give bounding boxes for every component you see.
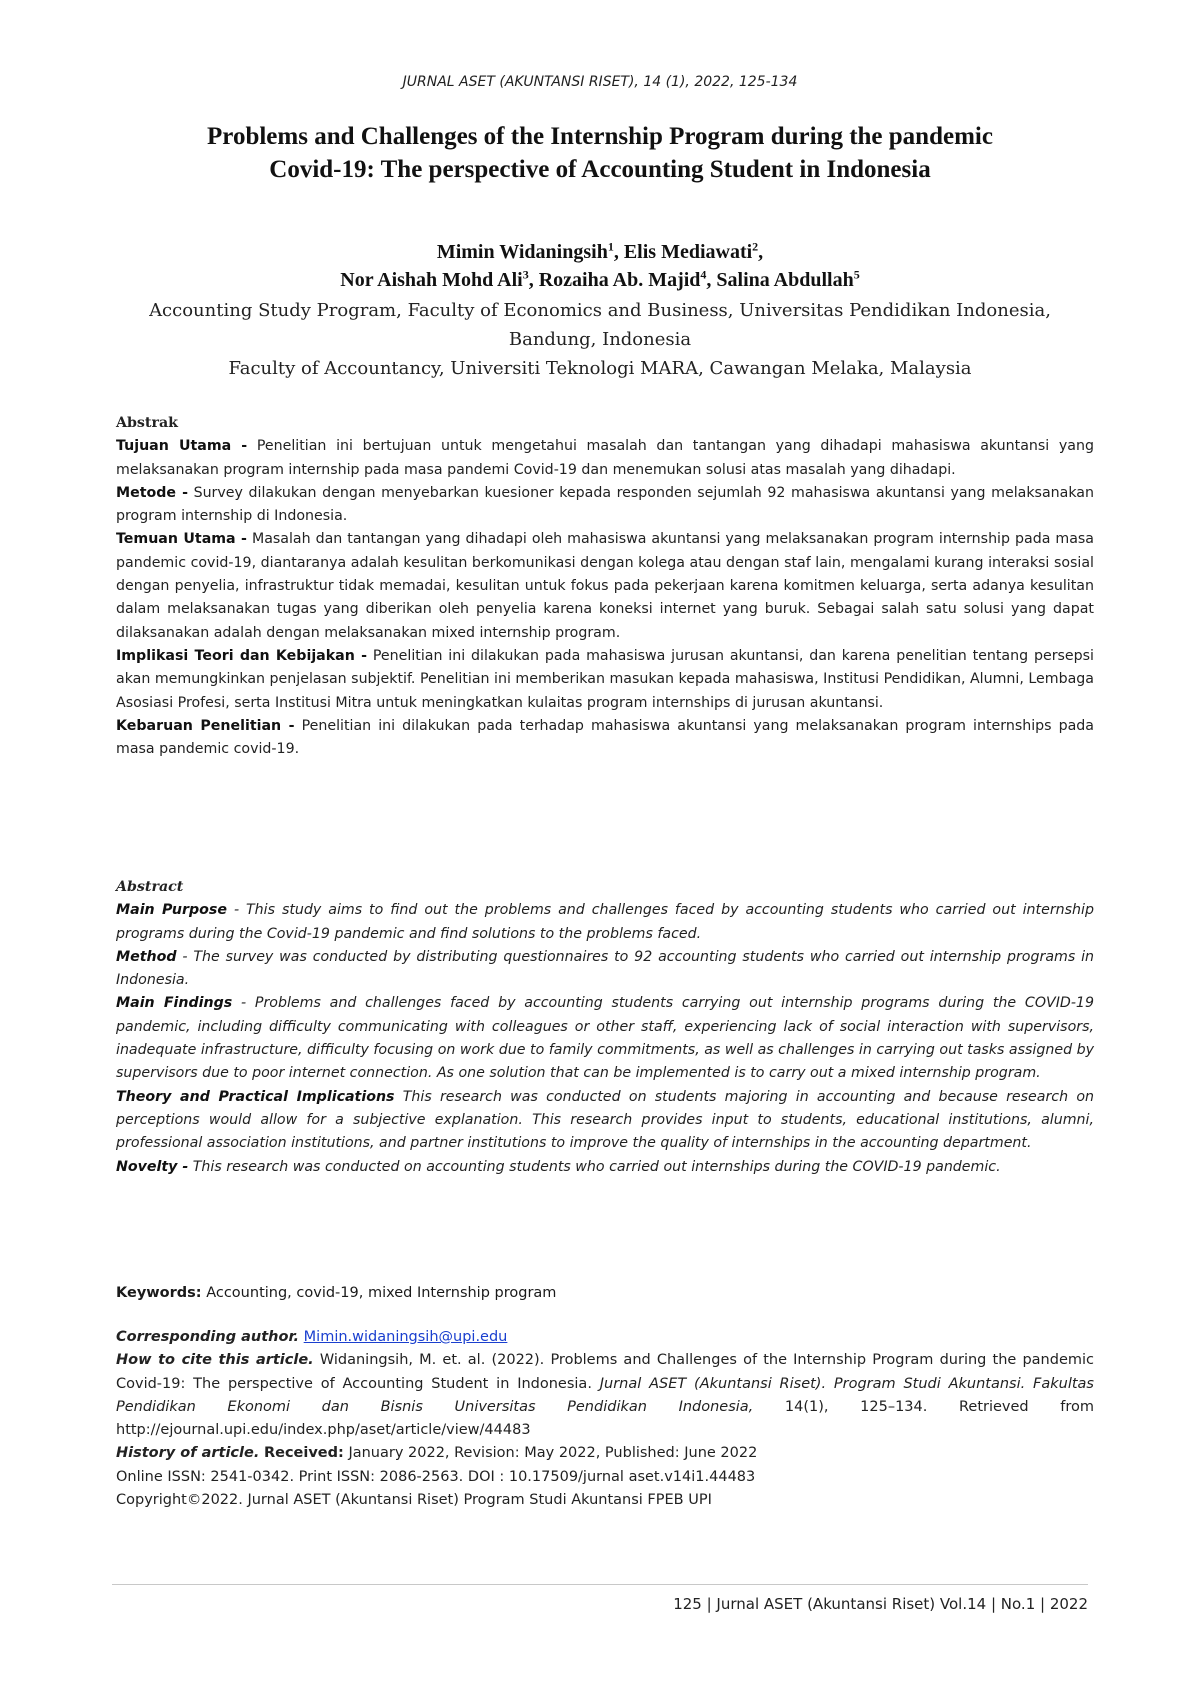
abstract-findings-text: - Problems and challenges faced by accounting students carrying out internship programs during the COVID-19 pandemic, including difficulty communicating with colleagues or other staff, experiencing lack of social interaction with supervisors, inadequate infrastructure, difficulty focusing on work due to family commitments, as well as challenges in carrying out tasks assigned by supervisors due to poor internet connection. As one solution that can be implemented is to carry out a mixed internship program. — [116, 995, 1094, 1082]
author-name: Mimin Widaningsih — [436, 241, 608, 263]
issn-line: Online ISSN: 2541-0342. Print ISSN: 2086-2563. DOI : 10.17509/jurnal aset.v14i1.44483 — [116, 1468, 756, 1485]
article-title — [100, 120, 1100, 186]
author-line-2: Nor Aishah Mohd Ali$^3$, Rozaiha Ab. Majid$^4$, Salina Abdullah$^5$ — [340, 267, 860, 291]
abstract-findings — [116, 992, 1094, 1085]
keywords-label: Keywords: — [116, 1285, 202, 1301]
abstrak-section — [116, 412, 1094, 761]
author-affiliation-mark: 1 — [607, 239, 614, 254]
abstract-novelty-label: Novelty - — [116, 1158, 189, 1175]
abstrak-metode-label: Metode - — [116, 484, 188, 501]
abstract-novelty-text: This research was conducted on accounting students who carried out internships during the COVID-19 pandemic. — [192, 1158, 1001, 1175]
abstrak-kebaruan — [116, 715, 1094, 762]
abstrak-implikasi — [116, 645, 1094, 715]
abstract-purpose-text: - This study aims to find out the problems and challenges faced by accounting students who carried out internship programs during the Covid-19 pandemic and find solutions to the problems faced. — [116, 902, 1094, 942]
title-line-2: Covid-19: The perspective of Accounting Student in Indonesia — [269, 156, 931, 183]
author-list — [100, 238, 1100, 294]
affiliation-line: Faculty of Accountancy, Universiti Teknologi MARA, Cawangan Melaka, Malaysia — [228, 358, 972, 379]
affiliation-line: Bandung, Indonesia — [508, 329, 692, 350]
affiliation-line: Accounting Study Program, Faculty of Economics and Business, Universitas Pendidikan Indonesia, — [149, 300, 1051, 321]
abstract-purpose — [116, 899, 1094, 946]
abstrak-tujuan-text: Penelitian ini bertujuan untuk mengetahui masalah dan tantangan yang dihadapi mahasiswa akuntansi yang melaksanakan program internship pada masa pandemi Covid-19 dan menemukan solusi atas masalah yang dihadapi. — [116, 438, 1095, 478]
author-affiliation-mark: 3 — [522, 267, 529, 282]
abstract-findings-label: Main Findings — [116, 995, 233, 1012]
citation-journal: Jurnal ASET (Akuntansi Riset). Program Studi Akuntansi. Fakultas Pendidikan Ekonomi dan Bisnis Universitas Pendidikan Indonesia, — [116, 1375, 1094, 1415]
abstrak-temuan — [116, 528, 1094, 644]
corresponding-email-link[interactable]: Mimin.widaningsih@upi.edu — [303, 1329, 508, 1345]
citation-tail: 14(1), 125–134. Retrieved from http://ejournal.upi.edu/index.php/aset/article/view/44483 — [116, 1398, 1094, 1439]
abstract-theory-label: Theory and Practical Implications — [116, 1088, 395, 1105]
abstract-heading: Abstract — [116, 879, 184, 895]
citation — [116, 1349, 1094, 1442]
author-affiliation-mark: 4 — [700, 267, 707, 282]
abstrak-temuan-text: Masalah dan tantangan yang dihadapi oleh mahasiswa akuntansi yang melaksanakan program internship pada masa pandemic covid-19, diantaranya adalah kesulitan berkomunikasi dengan kolega atau dengan staf lain, mengalami kurang interaksi sosial dengan penyelia, infrastruktur tidak memadai, kesulitan untuk fokus pada pekerjaan karena komitmen keluarga, serta adanya kesulitan dalam melaksanakan tugas yang diberikan oleh penyelia karena koneksi internet yang buruk. Sebagai salah satu solusi yang dapat dilaksanakan adalah dengan melaksanakan mixed internship program. — [116, 531, 1094, 641]
article-metadata — [116, 1326, 1094, 1512]
history-label: History of article. — [116, 1445, 260, 1462]
abstract-purpose-label: Main Purpose — [116, 902, 227, 919]
author-name: Salina Abdullah — [716, 269, 854, 291]
running-head: JURNAL ASET (AKUNTANSI RISET), 14 (1), 2022, 125-134 — [402, 74, 798, 90]
history-text: January 2022, Revision: May 2022, Published: June 2022 — [348, 1445, 758, 1462]
author-affiliation-mark: 2 — [752, 239, 759, 254]
abstract-theory — [116, 1086, 1094, 1156]
copyright-line: Copyright©2022. Jurnal ASET (Akuntansi Riset) Program Studi Akuntansi FPEB UPI — [116, 1492, 712, 1509]
abstract-method-text: - The survey was conducted by distributing questionnaires to 92 accounting students who carried out internship programs in Indonesia. — [116, 948, 1095, 989]
keywords-text: Accounting, covid-19, mixed Internship program — [206, 1285, 557, 1301]
abstract-novelty — [116, 1156, 1094, 1179]
abstrak-implikasi-text: Penelitian ini dilakukan pada mahasiswa jurusan akuntansi, dan karena penelitian tentang persepsi akan memungkinkan penjelasan subjektif. Penelitian ini memberikan masukan kepada mahasiswa, Institusi Pendidikan, Alumni, Lembaga Asosiasi Profesi, serta Institusi Mitra untuk meningkatkan kulaitas program internships di jurusan akuntansi. — [116, 647, 1094, 711]
abstract-theory-text: This research was conducted on students majoring in accounting and because research on perceptions would allow for a subjective explanation. This research provides input to students, educational institutions, alumni, professional association institutions, and partner institutions to improve the quality of internships in the accounting department. — [116, 1088, 1094, 1152]
received-label: Received: — [263, 1445, 344, 1462]
citation-text: Widaningsih, M. et. al. (2022). Problems and Challenges of the Internship Program during the pandemic Covid-19: The perspective of Accounting Student in Indonesia. — [116, 1352, 1094, 1392]
author-affiliation-mark: 5 — [853, 267, 860, 282]
abstrak-metode — [116, 482, 1094, 529]
history — [116, 1442, 1094, 1465]
author-name: Elis Mediawati — [623, 241, 753, 263]
abstrak-tujuan — [116, 435, 1094, 482]
author-line-1: Mimin Widaningsih$^1$, Elis Mediawati$^2$, — [436, 239, 764, 263]
abstrak-heading: Abstrak — [116, 415, 178, 431]
title-line-1: Problems and Challenges of the Internship Program during the pandemic — [207, 123, 993, 150]
author-name: Nor Aishah Mohd Ali — [340, 269, 523, 291]
abstract-method — [116, 946, 1094, 993]
keywords — [116, 1282, 1094, 1305]
abstrak-kebaruan-text: Penelitian ini dilakukan pada terhadap mahasiswa akuntansi yang melaksanakan program internships pada masa pandemic covid-19. — [116, 717, 1094, 758]
corresponding-author — [116, 1326, 1094, 1349]
abstrak-tujuan-label: Tujuan Utama - — [116, 438, 248, 455]
footer-divider — [112, 1584, 1088, 1585]
citation-label: How to cite this article. — [116, 1352, 314, 1369]
page-footer: 125 | Jurnal ASET (Akuntansi Riset) Vol.14 | No.1 | 2022 — [673, 1595, 1088, 1613]
abstract-method-label: Method — [116, 948, 177, 965]
abstrak-temuan-label: Temuan Utama - — [116, 531, 247, 548]
abstrak-metode-text: Survey dilakukan dengan menyebarkan kuesioner kepada responden sejumlah 92 mahasiswa akuntansi yang melaksanakan program internship di Indonesia. — [116, 484, 1094, 525]
abstrak-kebaruan-label: Kebaruan Penelitian - — [116, 717, 295, 734]
affiliations — [100, 296, 1100, 383]
corresponding-author-label: Corresponding author. — [116, 1329, 300, 1345]
author-name: Rozaiha Ab. Majid — [538, 269, 701, 291]
abstrak-implikasi-label: Implikasi Teori dan Kebijakan - — [116, 647, 368, 664]
abstract-section — [116, 876, 1094, 1179]
